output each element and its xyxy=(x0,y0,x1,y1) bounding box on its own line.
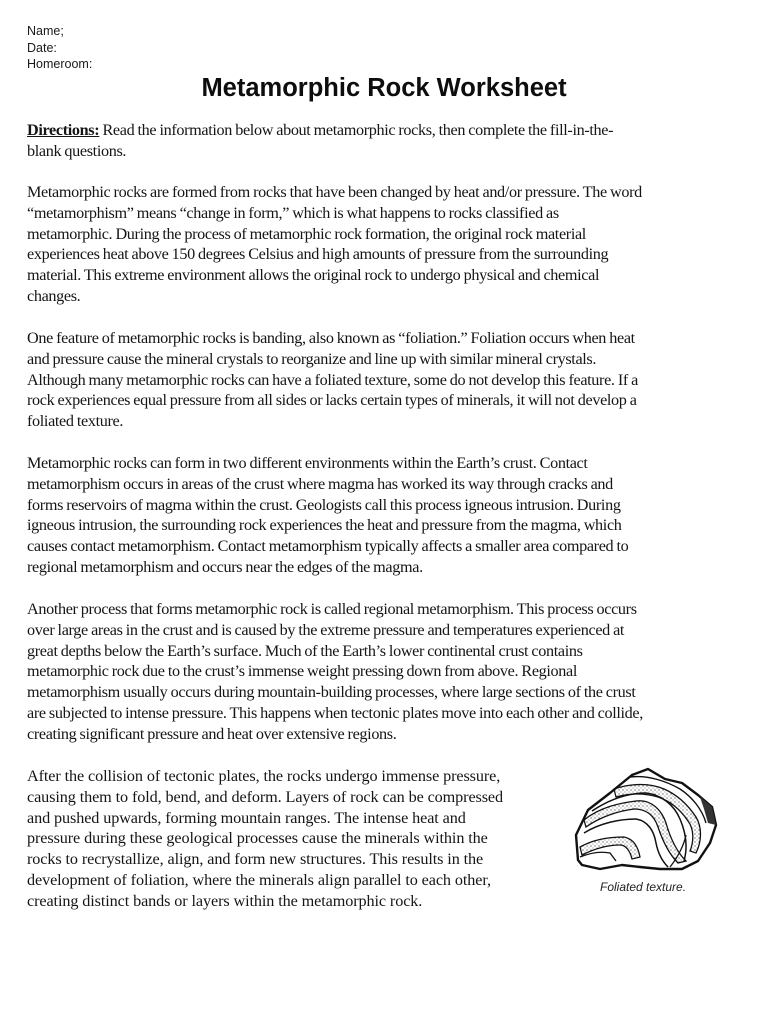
paragraph-line: are subjected to intense pressure. This happens when tectonic plates move into each other and collide, xyxy=(27,703,643,722)
paragraph-line: One feature of metamorphic rocks is banding, also known as “foliation.” Foliation occurs when heat xyxy=(27,329,635,347)
paragraph-line: metamorphism occurs in areas of the crust where magma has worked its way through cracks and xyxy=(27,474,613,493)
date-field-label: Date: xyxy=(27,40,57,55)
paragraph-line: metamorphism usually occurs during mountain-building processes, where large sections of the crust xyxy=(27,683,636,702)
paragraph-line: Metamorphic rocks can form in two different environments within the Earth’s crust. Contact xyxy=(27,454,588,472)
directions-paragraph xyxy=(27,120,747,162)
directions-line-2: blank questions. xyxy=(27,141,127,160)
paragraph-line: rock experiences equal pressure from all sides or lacks certain types of minerals, it will not develop a xyxy=(27,391,637,410)
foliated-texture-figure xyxy=(570,765,720,900)
paragraph-line: Although many metamorphic rocks can have a foliated texture, some do not develop this feature. If a xyxy=(27,370,638,389)
paragraph-line: and pressure cause the mineral crystals to reorganize and line up with similar mineral crystals. xyxy=(27,349,597,368)
homeroom-field-label: Homeroom: xyxy=(27,57,93,71)
paragraph-line: “metamorphism” means “change in form,” which is what happens to rocks classified as xyxy=(27,203,559,222)
directions-line-1: Directions: Read the information below about metamorphic rocks, then complete the fill-in-the- xyxy=(27,121,614,139)
foliation-paragraph xyxy=(27,328,747,432)
paragraph-line: causing them to fold, bend, and deform. Layers of rock can be compressed xyxy=(27,787,504,806)
paragraph-line: over large areas in the crust and is caused by the extreme pressure and temperatures experienced at xyxy=(27,620,625,639)
paragraph-line: material. This extreme environment allows the original rock to undergo physical and chemical xyxy=(27,266,600,285)
student-info-fields xyxy=(27,23,92,73)
figure-caption: Foliated texture. xyxy=(600,880,687,894)
regional-metamorphism-paragraph xyxy=(27,599,747,745)
paragraph-line: creating distinct bands or layers within the metamorphic rock. xyxy=(27,891,423,910)
paragraph-line: rocks to recrystallize, align, and form new structures. This results in the xyxy=(27,850,484,869)
paragraph-line: pressure during these geological processes cause the minerals within the xyxy=(27,829,488,848)
paragraph-line: great depths below the Earth’s surface. Much of the Earth’s lower continental crust contains xyxy=(27,641,583,660)
paragraph-line: and pushed upwards, forming mountain ranges. The intense heat and xyxy=(27,808,466,827)
directions-label: Directions: xyxy=(27,121,100,139)
paragraph-line: causes contact metamorphism. Contact metamorphism typically affects a smaller area compared to xyxy=(27,537,629,556)
paragraph-line: foliated texture. xyxy=(27,412,124,431)
paragraph-line: forms reservoirs of magma within the crust. Geologists call this process igneous intrusion. During xyxy=(27,495,621,514)
paragraph-line: igneous intrusion, the surrounding rock experiences the heat and pressure from the magma, which xyxy=(27,516,622,535)
intro-paragraph xyxy=(27,182,747,307)
name-field-label: Name; xyxy=(27,24,64,38)
contact-metamorphism-paragraph xyxy=(27,453,747,578)
tectonic-collision-paragraph xyxy=(27,766,567,912)
paragraph-line: regional metamorphism and occurs near the edges of the magma. xyxy=(27,557,423,576)
paragraph-line: metamorphic. During the process of metamorphic rock formation, the original rock material xyxy=(27,224,586,243)
paragraph-line: development of foliation, where the minerals align parallel to each other, xyxy=(27,870,491,889)
foliated-rock-icon xyxy=(570,765,720,880)
paragraph-line: Another process that forms metamorphic rock is called regional metamorphism. This process occurs xyxy=(27,600,637,618)
paragraph-line: Metamorphic rocks are formed from rocks that have been changed by heat and/or pressure. The word xyxy=(27,183,642,201)
paragraph-line: metamorphic rock due to the crust’s immense weight pressing down from above. Regional xyxy=(27,662,578,681)
paragraph-line: experiences heat above 150 degrees Celsius and high amounts of pressure from the surrounding xyxy=(27,245,609,264)
paragraph-line: creating significant pressure and heat over extensive regions. xyxy=(27,724,397,743)
paragraph-line: After the collision of tectonic plates, the rocks undergo immense pressure, xyxy=(27,767,501,785)
page-title: Metamorphic Rock Worksheet xyxy=(201,74,567,102)
paragraph-line: changes. xyxy=(27,286,81,305)
